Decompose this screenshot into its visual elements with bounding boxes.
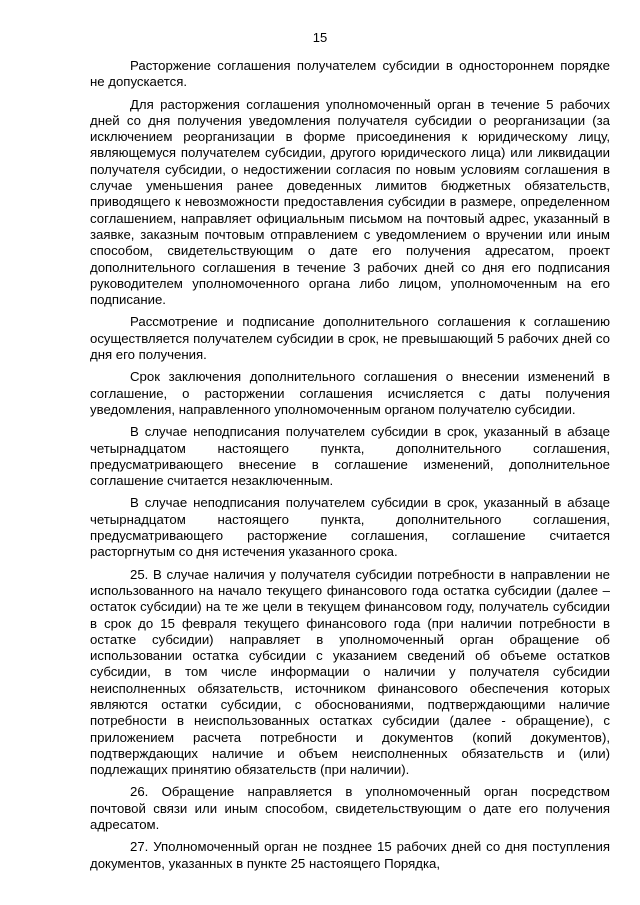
- paragraph-unsigned-termination: В случае неподписания получателем субсидии в срок, указанный в абзаце четырнадцатом настоящего пункта, дополнительного соглашения, предусматривающего расторжение соглашения, соглашение считается расторгнутым со дня истечения указанного срока.: [90, 495, 610, 560]
- paragraph-conclusion-term: Срок заключения дополнительного соглашения о внесении изменений в соглашение, о расторжении соглашения исчисляется с даты получения уведомления, направленного уполномоченным органом получателю субсидии.: [90, 369, 610, 417]
- paragraph-unsigned-amendment: В случае неподписания получателем субсидии в срок, указанный в абзаце четырнадцатом настоящего пункта, дополнительного соглашения, предусматривающего внесение в соглашение изменений, дополнительное соглашение считается незаключенным.: [90, 424, 610, 489]
- paragraph-review-signing: Рассмотрение и подписание дополнительного соглашения к соглашению осуществляется получателем субсидии в срок, не превышающий 5 рабочих дней со дня его получения.: [90, 314, 610, 363]
- paragraph-termination-procedure: Для расторжения соглашения уполномоченный орган в течение 5 рабочих дней со дня получения уведомления получателя субсидии о реорганизации (за исключением реорганизации в форме присоединения к юридическому лицу, являющемуся получателем субсидии, другого юридического лица) или ликвидации получателя субсидии, о недостижении согласия по новым условиям соглашения в случае уменьшения ранее доведенных лимитов бюджетных обязательств, приводящего к невозможности предоставления субсидии в размере, определенном соглашением, направляет официальным письмом на почтовый адрес, указанный в заявке, заказным почтовым отправлением с уведомлением о вручении или иным способом, свидетельствующим о дате его получения адресатом, проект дополнительного соглашения в течение 3 рабочих дней со дня его подписания руководителем уполномоченного органа либо лицом, уполномоченным на его подписание.: [90, 96, 610, 308]
- paragraph-item-26: 26. Обращение направляется в уполномоченный орган посредством почтовой связи или иным способом, свидетельствующим о дате его получения адресатом.: [90, 784, 610, 833]
- paragraph-item-25: 25. В случае наличия у получателя субсидии потребности в направлении не использованного на начало текущего финансового года остатка субсидии (далее – остаток субсидии) на те же цели в текущем финансовом году, получатель субсидии в срок до 15 февраля текущего финансового года (при наличии потребности в остатке субсидии) направляет в уполномоченный орган обращение об использовании остатка субсидии с указанием сведений об объеме остатков субсидии, в том числе информации о наличии у получателя субсидии неисполненных обязательств, источником финансового обеспечения которых являются остатки субсидии, с обоснованиями, подтверждающими наличие потребности в неиспользованных остатках субсидии (далее - обращение), с приложением расчета потребности и документов (копий документов), подтверждающих наличие и объем неисполненных обязательств и (или) подлежащих принятию обязательств (при наличии).: [90, 566, 610, 778]
- document-body: [90, 58, 610, 878]
- page-number: 15: [312, 30, 328, 45]
- paragraph-termination-unilateral: Расторжение соглашения получателем субсидии в одностороннем порядке не допускается.: [90, 58, 610, 90]
- paragraph-item-27: 27. Уполномоченный орган не позднее 15 рабочих дней со дня поступления документов, указанных в пункте 25 настоящего Порядка,: [90, 839, 610, 871]
